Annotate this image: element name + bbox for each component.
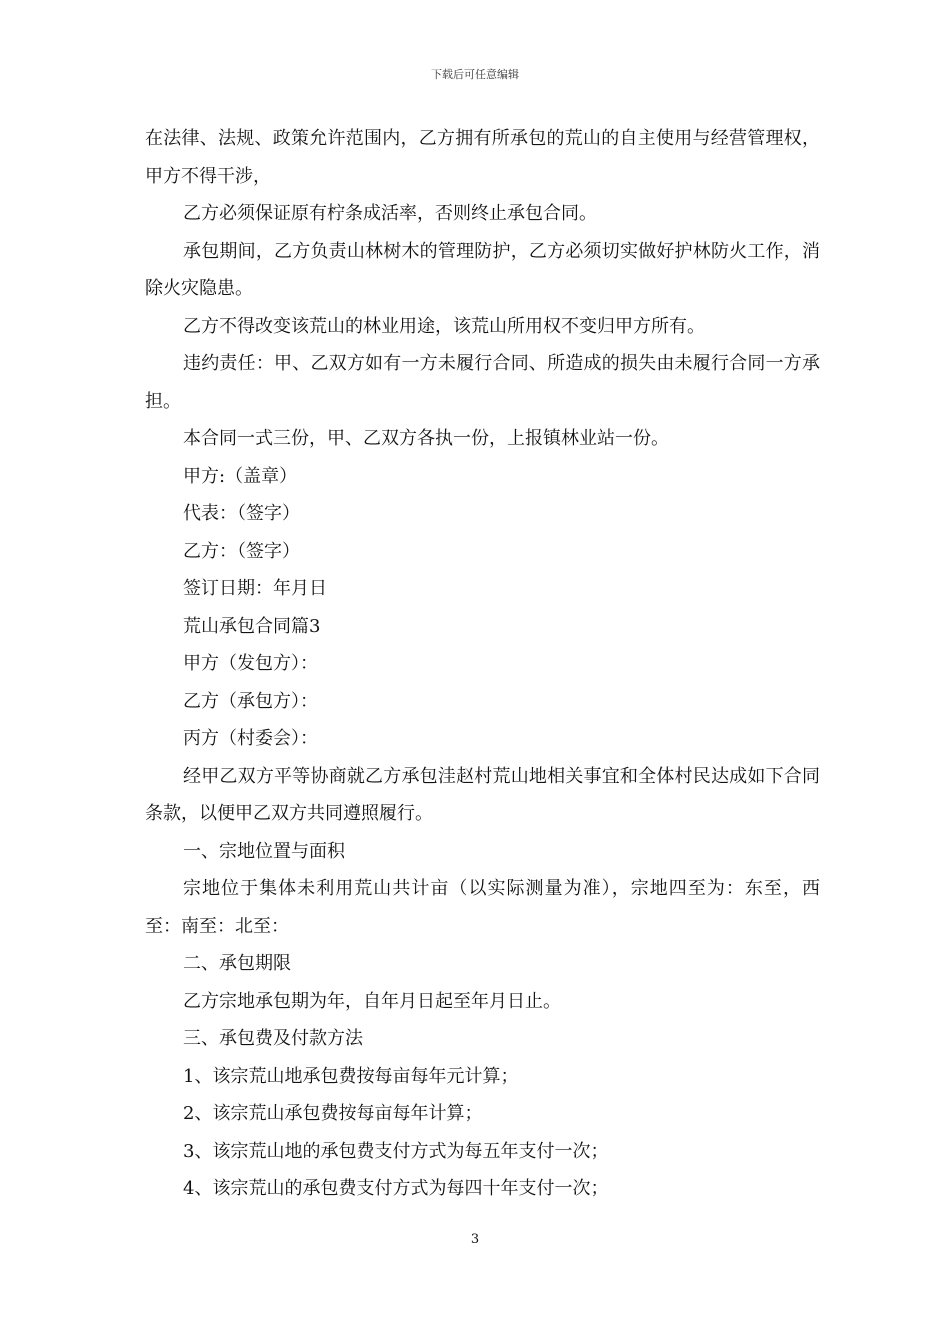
paragraph-agreement-intro: 经甲乙双方平等协商就乙方承包洼赵村荒山地相关事宜和全体村民达成如下合同条款，以便甲乙双方共同遵照履行。 xyxy=(145,765,820,824)
heading-term: 二、承包期限 xyxy=(183,953,291,974)
paragraph-management-rights: 在法律、法规、政策允许范围内，乙方拥有所承包的荒山的自主使用与经营管理权，甲方不得干涉， xyxy=(145,128,820,187)
paragraph-fire-prevention: 承包期间，乙方负责山林树木的管理防护，乙方必须切实做好护林防火工作，消除火灾隐患。 xyxy=(145,240,820,299)
paragraph-location-detail: 宗地位于集体未利用荒山共计亩（以实际测量为准），宗地四至为：东至，西至：南至：北至： xyxy=(145,878,820,937)
party-c-line: 丙方（村委会）： xyxy=(183,728,318,749)
signature-party-b: 乙方：（签字） xyxy=(183,540,300,562)
list-item-fee-3: 3、该宗荒山地的承包费支付方式为每五年支付一次； xyxy=(183,1140,609,1162)
paragraph-land-use: 乙方不得改变该荒山的林业用途，该荒山所用权不变归甲方所有。 xyxy=(183,315,705,337)
paragraph-term-detail: 乙方宗地承包期为年，自年月日起至年月日止。 xyxy=(183,990,561,1012)
page-header-note: 下载后可任意编辑 xyxy=(431,68,519,81)
heading-location-area: 一、宗地位置与面积 xyxy=(183,840,345,862)
section-title-contract-3: 荒山承包合同篇3 xyxy=(183,615,321,637)
list-item-fee-4: 4、该宗荒山的承包费支付方式为每四十年支付一次； xyxy=(183,1178,609,1199)
paragraph-liability: 违约责任：甲、乙双方如有一方未履行合同、所造成的损失由未履行合同一方承担。 xyxy=(145,353,820,412)
page-number: 3 xyxy=(470,1232,480,1247)
list-item-fee-2: 2、该宗荒山承包费按每亩每年计算； xyxy=(183,1103,483,1124)
document-body xyxy=(145,120,820,1208)
paragraph-survival-rate: 乙方必须保证原有柠条成活率，否则终止承包合同。 xyxy=(183,203,597,224)
signature-party-a: 甲方:（盖章） xyxy=(183,465,298,487)
party-a-line: 甲方（发包方）： xyxy=(183,653,318,674)
signature-representative: 代表：（签字） xyxy=(183,503,300,524)
signing-date: 签订日期：年月日 xyxy=(183,578,327,599)
party-b-line: 乙方（承包方）： xyxy=(183,690,318,712)
list-item-fee-1: 1、该宗荒山地承包费按每亩每年元计算； xyxy=(183,1065,519,1087)
heading-fees-payment: 三、承包费及付款方法 xyxy=(183,1028,363,1049)
paragraph-copies: 本合同一式三份，甲、乙双方各执一份，上报镇林业站一份。 xyxy=(183,428,669,449)
